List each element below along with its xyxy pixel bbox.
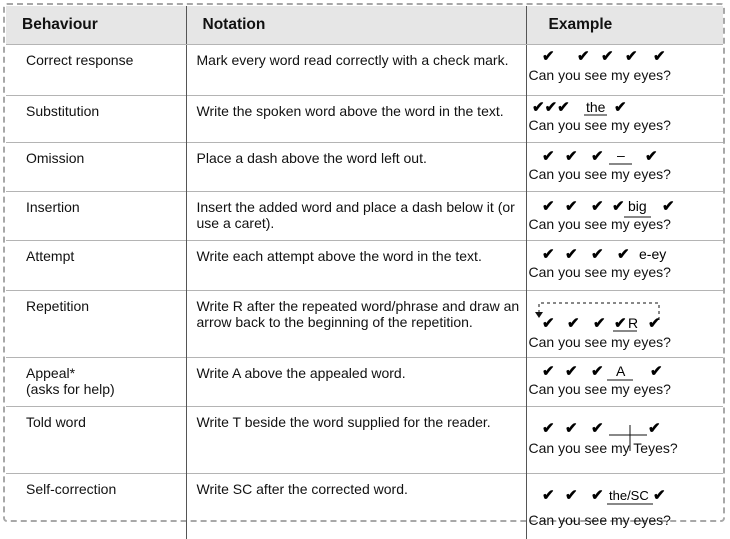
told-marker: T bbox=[633, 440, 641, 456]
example-sentence: Can you see my eyes? bbox=[528, 166, 671, 182]
example-sentence: Can you see my eyes? bbox=[528, 264, 671, 280]
behaviour-cell: Told word bbox=[6, 407, 186, 474]
check-mark-icon: ✔ bbox=[564, 420, 578, 437]
sentence-start: Can you see my bbox=[528, 440, 634, 456]
example-cell bbox=[526, 407, 723, 474]
table-row bbox=[6, 143, 723, 192]
check-mark-icon: ✔ bbox=[541, 487, 555, 504]
self-correction-marker: the/SC bbox=[608, 488, 649, 503]
check-mark-icon: ✔ bbox=[564, 487, 578, 504]
example-cell bbox=[526, 358, 723, 407]
example-cell bbox=[526, 143, 723, 192]
check-mark-icon: ✔ bbox=[647, 420, 661, 437]
check-mark-icon: ✔ bbox=[590, 363, 604, 380]
notation-cell: Mark every word read correctly with a check mark. bbox=[186, 45, 526, 96]
example-cell bbox=[526, 45, 723, 96]
notation-cell: Place a dash above the word left out. bbox=[186, 143, 526, 192]
substituted-word: the bbox=[585, 99, 605, 115]
check-mark-icon: ✔✔✔ bbox=[531, 99, 570, 116]
check-mark-icon: ✔ bbox=[644, 148, 658, 165]
notation-cell: Write each attempt above the word in the text. bbox=[186, 241, 526, 291]
table-row bbox=[6, 192, 723, 241]
check-mark-icon: ✔ bbox=[541, 420, 555, 437]
check-mark-icon: ✔ bbox=[541, 148, 555, 165]
table-row bbox=[6, 358, 723, 407]
check-mark-icon: ✔ bbox=[590, 487, 604, 504]
check-mark-icon: ✔ bbox=[649, 363, 663, 380]
check-mark-icon: ✔ bbox=[564, 363, 578, 380]
check-mark-icon: ✔ bbox=[592, 315, 606, 332]
check-mark-icon: ✔ bbox=[652, 48, 666, 65]
example-sentence: Can you see my eyes? bbox=[528, 512, 671, 528]
check-mark-icon: ✔ bbox=[541, 198, 555, 215]
behaviour-label: Appeal* bbox=[26, 365, 76, 381]
header-behaviour: Behaviour bbox=[6, 6, 186, 45]
check-mark-icon: ✔ bbox=[590, 198, 604, 215]
appeal-marker: A bbox=[615, 363, 625, 379]
check-mark-icon: ✔ bbox=[600, 48, 614, 65]
behaviour-note: (asks for help) bbox=[26, 381, 115, 397]
notation-cell: Insert the added word and place a dash below it (or use a caret). bbox=[186, 192, 526, 241]
example-cell bbox=[526, 96, 723, 143]
behaviour-cell: Repetition bbox=[6, 291, 186, 358]
check-mark-icon: ✔ bbox=[590, 420, 604, 437]
behaviour-cell: Self-correction bbox=[6, 474, 186, 539]
notation-cell: Write A above the appealed word. bbox=[186, 358, 526, 407]
check-mark-icon: ✔ bbox=[541, 246, 555, 263]
table-row bbox=[6, 45, 723, 96]
check-mark-icon: ✔ bbox=[541, 315, 555, 332]
check-mark-icon: ✔ bbox=[566, 315, 580, 332]
table-row bbox=[6, 407, 723, 474]
running-record-table bbox=[6, 6, 723, 539]
table-row bbox=[6, 241, 723, 291]
behaviour-cell: Insertion bbox=[6, 192, 186, 241]
check-mark-icon: ✔ bbox=[541, 363, 555, 380]
check-mark-icon: ✔ bbox=[590, 246, 604, 263]
check-mark-icon: ✔ bbox=[647, 315, 661, 332]
table-row bbox=[6, 96, 723, 143]
check-mark-icon: ✔ bbox=[613, 99, 627, 116]
example-sentence bbox=[529, 440, 678, 456]
table-row bbox=[6, 291, 723, 358]
check-mark-icon: ✔ bbox=[616, 246, 630, 263]
check-mark-icon: ✔ bbox=[541, 48, 555, 65]
header-row bbox=[6, 6, 723, 45]
inserted-word: big bbox=[627, 198, 647, 214]
notation-cell: Write the spoken word above the word in the text. bbox=[186, 96, 526, 143]
behaviour-cell: Substitution bbox=[6, 96, 186, 143]
check-mark-icon: ✔ bbox=[564, 246, 578, 263]
example-cell bbox=[526, 192, 723, 241]
attempt-word: e-ey bbox=[638, 246, 666, 262]
check-mark-icon: ✔ bbox=[564, 198, 578, 215]
example-cell bbox=[526, 241, 723, 291]
check-mark-icon: ✔ bbox=[661, 198, 675, 215]
repetition-marker: R bbox=[627, 315, 638, 331]
check-mark-icon: ✔ bbox=[613, 315, 627, 332]
example-marks bbox=[527, 474, 724, 539]
example-sentence: Can you see my eyes? bbox=[528, 67, 671, 83]
example-sentence: Can you see my eyes? bbox=[528, 381, 671, 397]
check-mark-icon: ✔ bbox=[590, 148, 604, 165]
behaviour-cell: Correct response bbox=[6, 45, 186, 96]
behaviour-cell: Omission bbox=[6, 143, 186, 192]
behaviour-cell bbox=[6, 358, 186, 407]
table-row bbox=[6, 474, 723, 539]
check-mark-icon: ✔ bbox=[564, 148, 578, 165]
notation-cell: Write SC after the corrected word. bbox=[186, 474, 526, 539]
example-cell bbox=[526, 474, 723, 539]
notation-cell: Write R after the repeated word/phrase and draw an arrow back to the beginning of the repetition. bbox=[186, 291, 526, 358]
notation-cell: Write T beside the word supplied for the reader. bbox=[186, 407, 526, 474]
omission-dash: – bbox=[616, 147, 625, 163]
behaviour-cell: Attempt bbox=[6, 241, 186, 291]
example-sentence: Can you see my eyes? bbox=[528, 334, 671, 350]
check-mark-icon: ✔ bbox=[652, 487, 666, 504]
check-mark-icon: ✔ bbox=[611, 198, 625, 215]
sentence-end: eyes? bbox=[640, 440, 678, 456]
check-mark-icon: ✔ bbox=[576, 48, 590, 65]
check-mark-icon: ✔ bbox=[624, 48, 638, 65]
header-example: Example bbox=[526, 6, 723, 45]
header-notation: Notation bbox=[186, 6, 526, 45]
example-sentence: Can you see my eyes? bbox=[528, 216, 671, 232]
example-cell bbox=[526, 291, 723, 358]
example-sentence: Can you see my eyes? bbox=[528, 117, 671, 133]
